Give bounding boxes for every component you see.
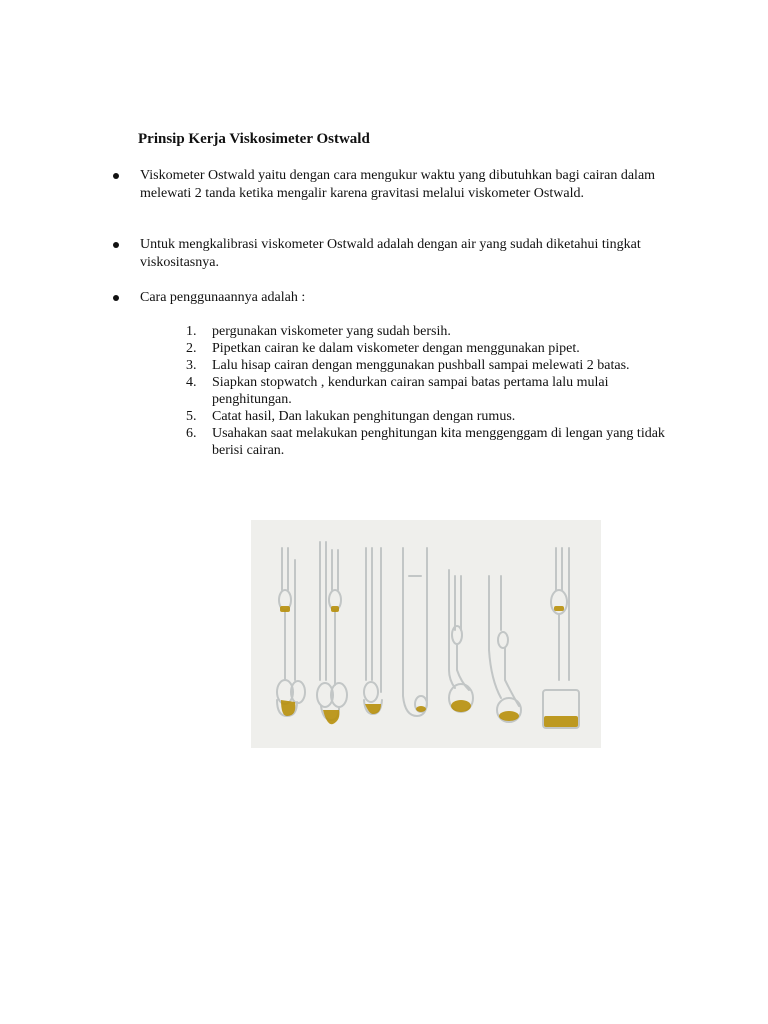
viscometer-photo [251, 520, 601, 748]
step-number: 2. [186, 341, 197, 356]
step-text: Siapkan stopwatch , kendurkan cairan sampai batas pertama lalu mulai penghitungan. [212, 375, 609, 407]
list-item [186, 408, 666, 425]
bullet-dot-icon [113, 295, 119, 301]
step-number: 3. [186, 358, 197, 373]
list-item [186, 340, 666, 357]
bullet-item [113, 289, 683, 307]
bullet-text: Untuk mengkalibrasi viskometer Ostwald adalah dengan air yang sudah diketahui tingkat viskositasnya. [140, 237, 641, 270]
list-item [186, 374, 666, 408]
step-text: pergunakan viskometer yang sudah bersih. [212, 324, 451, 339]
bullet-text: Cara penggunaannya adalah : [140, 290, 306, 305]
step-number: 6. [186, 426, 197, 441]
step-text: Lalu hisap cairan dengan menggunakan pushball sampai melewati 2 batas. [212, 358, 630, 373]
bullet-text: Viskometer Ostwald yaitu dengan cara mengukur waktu yang dibutuhkan bagi cairan dalam melewati 2 tanda ketika mengalir karena gravitasi melalui viskometer Ostwald. [140, 168, 656, 201]
list-item [186, 357, 666, 374]
step-number: 1. [186, 324, 197, 339]
step-text: Catat hasil, Dan lakukan penghitungan dengan rumus. [212, 409, 516, 424]
step-number: 5. [186, 409, 197, 424]
list-item [186, 425, 666, 459]
step-number: 4. [186, 375, 197, 390]
bullet-dot-icon [113, 173, 119, 179]
steps-list [186, 323, 666, 459]
bullet-item [113, 167, 683, 203]
step-text: Pipetkan cairan ke dalam viskometer dengan menggunakan pipet. [212, 341, 580, 356]
document-title: Prinsip Kerja Viskosimeter Ostwald [138, 131, 370, 147]
bullet-item [113, 236, 683, 272]
step-text: Usahakan saat melakukan penghitungan kita menggenggam di lengan yang tidak berisi cairan. [212, 426, 665, 458]
bullet-dot-icon [113, 242, 119, 248]
list-item [186, 323, 666, 340]
